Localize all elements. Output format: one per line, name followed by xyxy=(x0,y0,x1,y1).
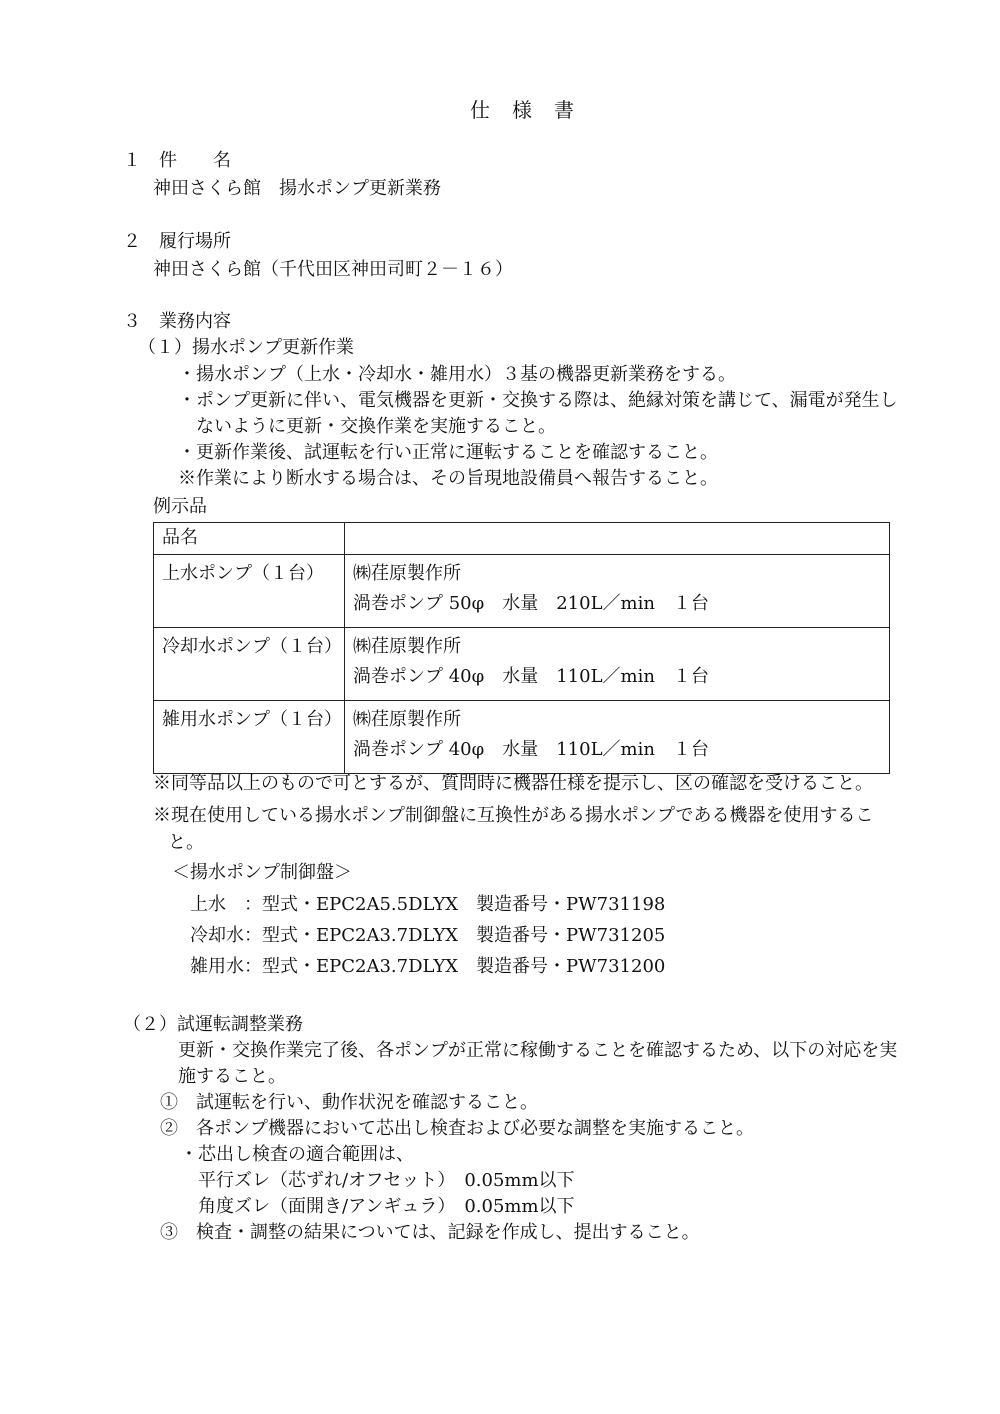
range-item: 角度ズレ（面開き/アンギュラ） 0.05mm以下 xyxy=(198,1196,575,1217)
sub2-heading: （２）試運転調整業務 xyxy=(123,1014,303,1035)
sub2-intro-cont: 施すること。 xyxy=(178,1066,286,1087)
section2-heading: ２ 履行場所 xyxy=(123,231,231,252)
table-header-detail xyxy=(345,523,890,555)
sub2-item: ② 各ポンプ機器において芯出し検査および必要な調整を実施すること。 xyxy=(160,1118,754,1139)
example-label: 例示品 xyxy=(153,496,207,517)
product-detail xyxy=(345,701,890,774)
product-spec: 渦巻ポンプ 50φ 水量 210L／min １台 xyxy=(353,593,709,614)
section1-heading: １ 件 名 xyxy=(123,150,231,171)
product-maker: ㈱荏原製作所 xyxy=(353,563,461,584)
sub1-bullet: ・揚水ポンプ（上水・冷却水・雑用水）３基の機器更新業務をする。 xyxy=(178,364,736,385)
page-title: 仕 様 書 xyxy=(470,98,575,122)
section2-body: 神田さくら館（千代田区神田司町２－１６） xyxy=(153,259,513,280)
product-maker: ㈱荏原製作所 xyxy=(353,636,461,657)
product-name: 冷却水ポンプ（１台） xyxy=(154,628,345,701)
control-panel-item: 雑用水：型式・EPC2A3.7DLYX 製造番号・PW731200 xyxy=(190,956,666,977)
sub1-bullet: ないように更新・交換作業を実施すること。 xyxy=(196,416,556,437)
range-heading: ・芯出し検査の適合範囲は、 xyxy=(180,1144,414,1165)
table-header-row xyxy=(154,523,890,555)
sub1-heading: （１）揚水ポンプ更新作業 xyxy=(138,337,354,358)
example-table xyxy=(153,522,890,774)
equivalence-note: ※同等品以上のもので可とするが、質問時に機器仕様を提示し、区の確認を受けること。 xyxy=(153,773,873,794)
sub2-item: ① 試運転を行い、動作状況を確認すること。 xyxy=(160,1092,538,1113)
section1-body: 神田さくら館 揚水ポンプ更新業務 xyxy=(153,178,441,199)
sub1-bullet: ・更新作業後、試運転を行い正常に運転することを確認すること。 xyxy=(178,442,718,463)
product-spec: 渦巻ポンプ 40φ 水量 110L／min １台 xyxy=(353,739,709,760)
section3-heading: ３ 業務内容 xyxy=(123,311,231,332)
compatibility-note-cont: と。 xyxy=(168,832,204,853)
product-name: 雑用水ポンプ（１台） xyxy=(154,701,345,774)
product-maker: ㈱荏原製作所 xyxy=(353,709,461,730)
product-spec: 渦巻ポンプ 40φ 水量 110L／min １台 xyxy=(353,666,709,687)
compatibility-note: ※現在使用している揚水ポンプ制御盤に互換性がある揚水ポンプである機器を使用するこ xyxy=(153,805,874,826)
sub2-item: ③ 検査・調整の結果については、記録を作成し、提出すること。 xyxy=(160,1222,700,1243)
product-name: 上水ポンプ（１台） xyxy=(154,555,345,628)
control-panel-item: 冷却水：型式・EPC2A3.7DLYX 製造番号・PW731205 xyxy=(190,925,666,946)
product-detail xyxy=(345,628,890,701)
sub1-bullet: ・ポンプ更新に伴い、電気機器を更新・交換する際は、絶縁対策を講じて、漏電が発生し xyxy=(178,390,898,411)
product-detail xyxy=(345,555,890,628)
range-item: 平行ズレ（芯ずれ/オフセット） 0.05mm以下 xyxy=(198,1170,575,1191)
sub2-intro: 更新・交換作業完了後、各ポンプが正常に稼働することを確認するため、以下の対応を実 xyxy=(178,1040,898,1061)
sub1-note: ※作業により断水する場合は、その旨現地設備員へ報告すること。 xyxy=(178,468,718,489)
table-header-name: 品名 xyxy=(154,523,345,555)
control-panel-heading: ＜揚水ポンプ制御盤＞ xyxy=(172,862,352,883)
table-row xyxy=(154,555,890,628)
control-panel-item: 上水 ：型式・EPC2A5.5DLYX 製造番号・PW731198 xyxy=(190,894,666,915)
table-row xyxy=(154,701,890,774)
table-row xyxy=(154,628,890,701)
